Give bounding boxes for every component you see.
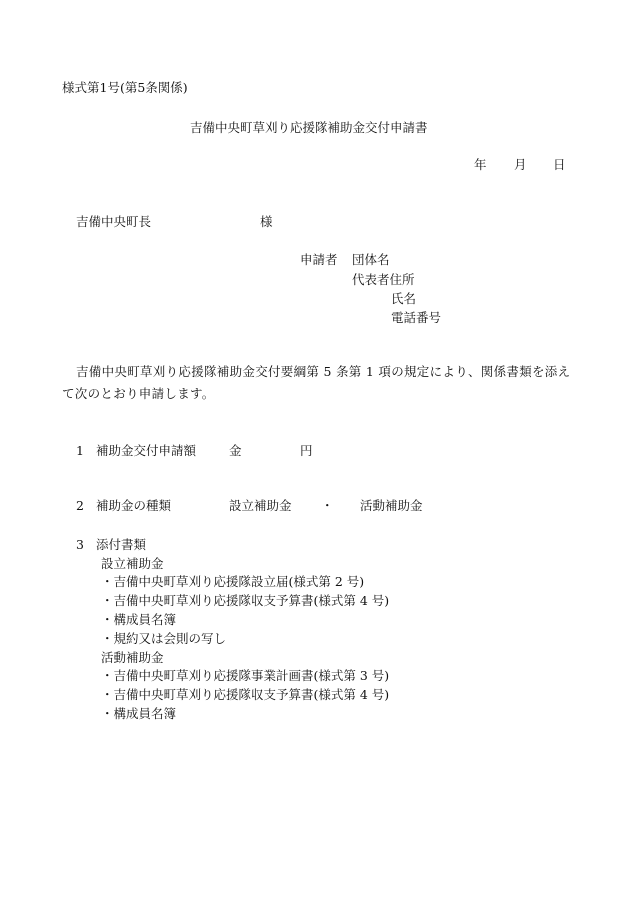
item-3-number: 3 — [76, 537, 84, 552]
item-1-label: 補助金交付申請額 — [96, 443, 197, 458]
date-year: 年 — [474, 157, 487, 172]
item-1-yen: 円 — [300, 443, 313, 458]
body-paragraph: 吉備中央町草刈り応援隊補助金交付要綱第 5 条第 1 項の規定により、関係書類を添えて次のとおり申請します。 — [62, 364, 571, 401]
applicant-label: 申請者 — [300, 252, 338, 267]
date-day: 日 — [553, 157, 566, 172]
applicant-phone-label: 電話番号 — [391, 310, 442, 325]
attachment-item: ・吉備中央町草刈り応援隊収支予算書(様式第 4 号) — [101, 687, 390, 702]
attachment-item: ・構成員名簿 — [101, 612, 177, 627]
item-2-label: 補助金の種類 — [96, 498, 172, 513]
applicant-name-label: 氏名 — [391, 291, 417, 306]
item-2-separator: ・ — [321, 498, 334, 513]
document-title: 吉備中央町草刈り応援隊補助金交付申請書 — [190, 120, 428, 135]
attachment-item: ・吉備中央町草刈り応援隊収支予算書(様式第 4 号) — [101, 593, 390, 608]
item-3-label: 添付書類 — [96, 537, 147, 552]
attachment-item: ・吉備中央町草刈り応援隊事業計画書(様式第 3 号) — [101, 668, 390, 683]
attachment-item: ・構成員名簿 — [101, 706, 177, 721]
form-number: 様式第1号(第5条関係) — [62, 80, 188, 95]
addressee-honorific: 様 — [260, 214, 273, 229]
applicant-rep-address-label: 代表者住所 — [352, 272, 415, 287]
applicant-group-label: 団体名 — [352, 252, 390, 267]
attachments-activity-title: 活動補助金 — [101, 650, 164, 665]
item-1-kin: 金 — [229, 443, 242, 458]
item-2-option-activity: 活動補助金 — [360, 498, 423, 513]
attachment-item: ・吉備中央町草刈り応援隊設立届(様式第 2 号) — [101, 574, 365, 589]
attachment-item: ・規約又は会則の写し — [101, 631, 227, 646]
item-1-number: 1 — [76, 443, 84, 458]
item-2-number: 2 — [76, 498, 84, 513]
date-month: 月 — [514, 157, 527, 172]
item-2-option-setup: 設立補助金 — [229, 498, 292, 513]
attachments-setup-title: 設立補助金 — [101, 556, 164, 571]
addressee-name: 吉備中央町長 — [76, 214, 152, 229]
